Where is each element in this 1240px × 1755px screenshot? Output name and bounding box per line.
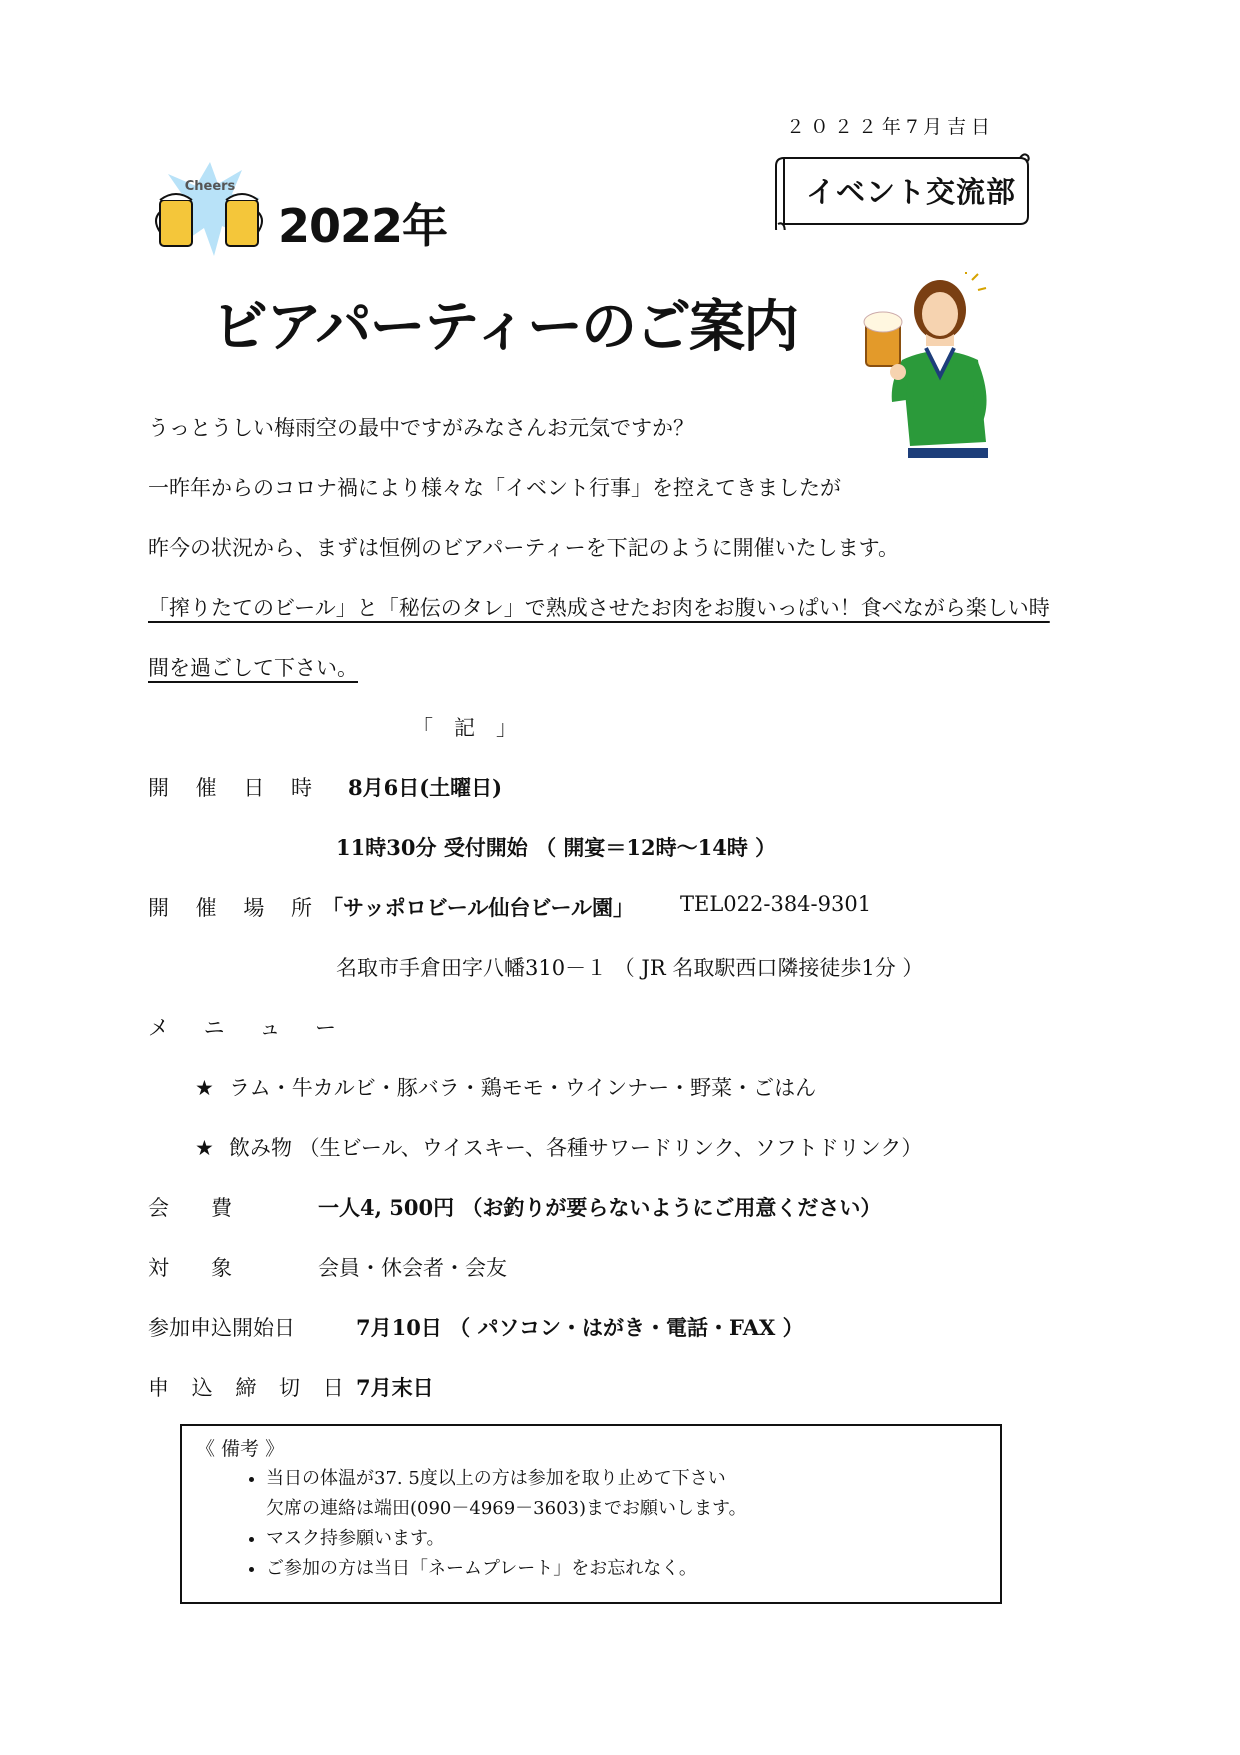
notes-box [180, 1424, 1002, 1604]
cheers-logo [150, 160, 270, 260]
menu-label: メ ニ ュ ー [148, 1016, 351, 1040]
menu-item [195, 1072, 816, 1102]
apply-start-value: 7月10日 （ パソコン・はがき・電話・FAX ） [356, 1315, 804, 1340]
svg-text:Cheers: Cheers [184, 179, 236, 194]
intro-line-2: 一昨年からのコロナ禍により様々な「イベント行事」を控えてきましたが [148, 476, 841, 500]
notes-heading: 《 備考 》 [196, 1438, 285, 1460]
intro-line-3: 昨今の状況から、まずは恒例のビアパーティーを下記のように開催いたします。 [148, 536, 899, 560]
document-date: ２０２２年7月吉日 [785, 116, 995, 138]
menu-item-text: 飲み物 （生ビール、ウイスキー、各種サワードリンク、ソフトドリンク） [229, 1136, 923, 1160]
ki-heading: 「 記 」 [412, 716, 517, 740]
place-tel: TEL022-384-9301 [680, 892, 872, 916]
beer-cheers-icon [150, 160, 270, 260]
woman-with-beer-illustration [862, 272, 1002, 462]
notes-item: • ご参加の方は当日「ネームプレート」をお忘れなく。 [266, 1554, 747, 1584]
place-address: 名取市手倉田字八幡310－１ （ JR 名取駅西口隣接徒歩1分 ） [336, 956, 924, 980]
intro-line-5: 間を過ごして下さい。 [148, 656, 358, 680]
datetime-value: 8月6日(土曜日) [348, 775, 503, 800]
datetime-sub: 11時30分 受付開始 （ 開宴＝12時〜14時 ） [336, 835, 777, 860]
star-icon: ★ [195, 1076, 214, 1100]
target-value: 会員・休会者・会友 [318, 1256, 507, 1280]
woman-beer-icon [862, 272, 1002, 462]
notes-list [236, 1464, 747, 1584]
page-title: ビアパーティーのご案内 [212, 295, 798, 360]
notes-item: • マスク持参願います。 [266, 1524, 747, 1554]
deadline-value: 7月末日 [356, 1375, 434, 1400]
star-icon: ★ [195, 1136, 214, 1160]
intro-line-1: うっとうしい梅雨空の最中ですがみなさんお元気ですか？ [148, 416, 694, 440]
datetime-label: 開 催 日 時 [148, 776, 323, 800]
fee-value: 一人4, 500円 （お釣りが要らないようにご用意ください） [318, 1195, 882, 1220]
notes-item: 欠席の連絡は端田(090－4969－3603)までお願いします。 [266, 1498, 747, 1519]
place-label: 開 催 場 所 [148, 896, 323, 920]
title-year: 2022年 [278, 199, 448, 253]
apply-start-label: 参加申込開始日 [148, 1316, 295, 1340]
deadline-label: 申 込 締 切 日 [148, 1376, 352, 1400]
target-label: 対 象 [148, 1256, 232, 1280]
fee-label: 会 費 [148, 1196, 232, 1220]
department-banner [770, 150, 1032, 230]
intro-line-4: 「搾りたてのビール」と「秘伝のタレ」で熟成させたお肉をお腹いっぱい！食べながら楽しい時 [148, 596, 1050, 620]
department-name: イベント交流部 [806, 175, 1017, 209]
notes-item: • 当日の体温が37. 5度以上の方は参加を取り止めて下さい [266, 1464, 747, 1494]
menu-item [195, 1132, 922, 1162]
place-value: 「サッポロビール仙台ビール園」 [322, 895, 635, 920]
menu-item-text: ラム・牛カルビ・豚バラ・鶏モモ・ウインナー・野菜・ごはん [229, 1076, 817, 1100]
